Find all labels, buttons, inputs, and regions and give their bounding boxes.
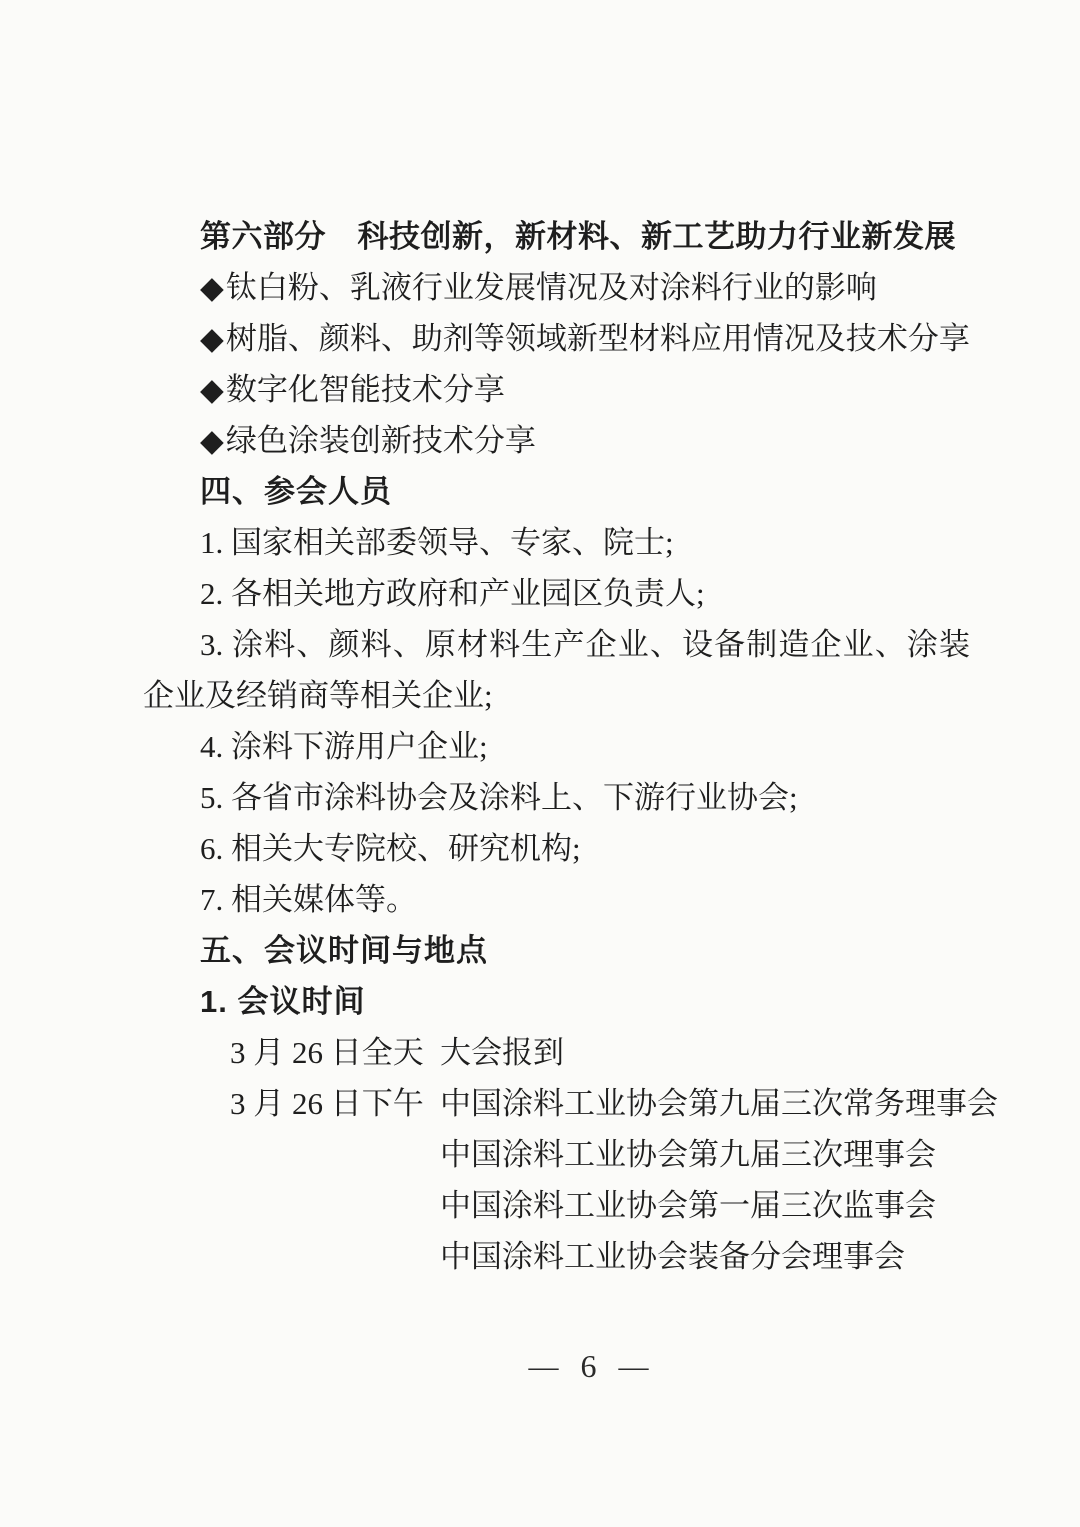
attendee-list-item: 3. 涂料、颜料、原材料生产企业、设备制造企业、涂装企业及经销商等相关企业; [143, 627, 970, 713]
bullet-item [143, 415, 970, 466]
schedule-event: 大会报到 [440, 1035, 564, 1070]
bullet-item [143, 313, 970, 364]
footer-dash-left: — [528, 1349, 559, 1383]
schedule-row [230, 1027, 970, 1078]
schedule-event: 中国涂料工业协会第一届三次监事会 [440, 1188, 936, 1223]
bullet-item [143, 262, 970, 313]
diamond-bullet-icon: ◆ [200, 321, 224, 356]
bullet-text: 绿色涂装创新技术分享 [225, 423, 536, 458]
diamond-bullet-icon: ◆ [200, 270, 224, 305]
diamond-bullet-icon: ◆ [200, 372, 224, 407]
schedule-event: 中国涂料工业协会装备分会理事会 [440, 1239, 905, 1274]
meeting-time-subheading: 1. 会议时间 [200, 984, 366, 1019]
section4-heading: 四、参会人员 [200, 474, 392, 509]
schedule-events [440, 1078, 998, 1282]
schedule-time: 3 月 26 日下午 [230, 1086, 424, 1121]
bullet-text: 数字化智能技术分享 [225, 372, 505, 407]
bullet-text: 钛白粉、乳液行业发展情况及对涂料行业的影响 [225, 270, 877, 305]
page-footer [529, 1348, 649, 1385]
bullet-item [143, 364, 970, 415]
schedule-event: 中国涂料工业协会第九届三次理事会 [440, 1137, 936, 1172]
part6-heading: 第六部分 科技创新，新材料、新工艺助力行业新发展 [200, 219, 956, 254]
schedule-row [230, 1078, 998, 1282]
attendee-list-item: 5. 各省市涂料协会及涂料上、下游行业协会; [200, 780, 798, 815]
diamond-bullet-icon: ◆ [200, 423, 224, 458]
attendee-list-item: 6. 相关大专院校、研究机构; [200, 831, 581, 866]
section5-heading: 五、会议时间与地点 [200, 933, 488, 968]
schedule-time: 3 月 26 日全天 [230, 1035, 424, 1070]
attendee-list-item: 2. 各相关地方政府和产业园区负责人; [200, 576, 705, 611]
footer-dash-right: — [618, 1349, 649, 1383]
schedule-events [440, 1027, 970, 1078]
schedule-event: 中国涂料工业协会第九届三次常务理事会 [440, 1086, 998, 1121]
page-number: 6 [580, 1348, 597, 1384]
attendee-list-item: 1. 国家相关部委领导、专家、院士; [200, 525, 674, 560]
bullet-text: 树脂、颜料、助剂等领域新型材料应用情况及技术分享 [225, 321, 970, 356]
attendee-list-item: 7. 相关媒体等。 [200, 882, 417, 917]
attendee-list-item: 4. 涂料下游用户企业; [200, 729, 488, 764]
